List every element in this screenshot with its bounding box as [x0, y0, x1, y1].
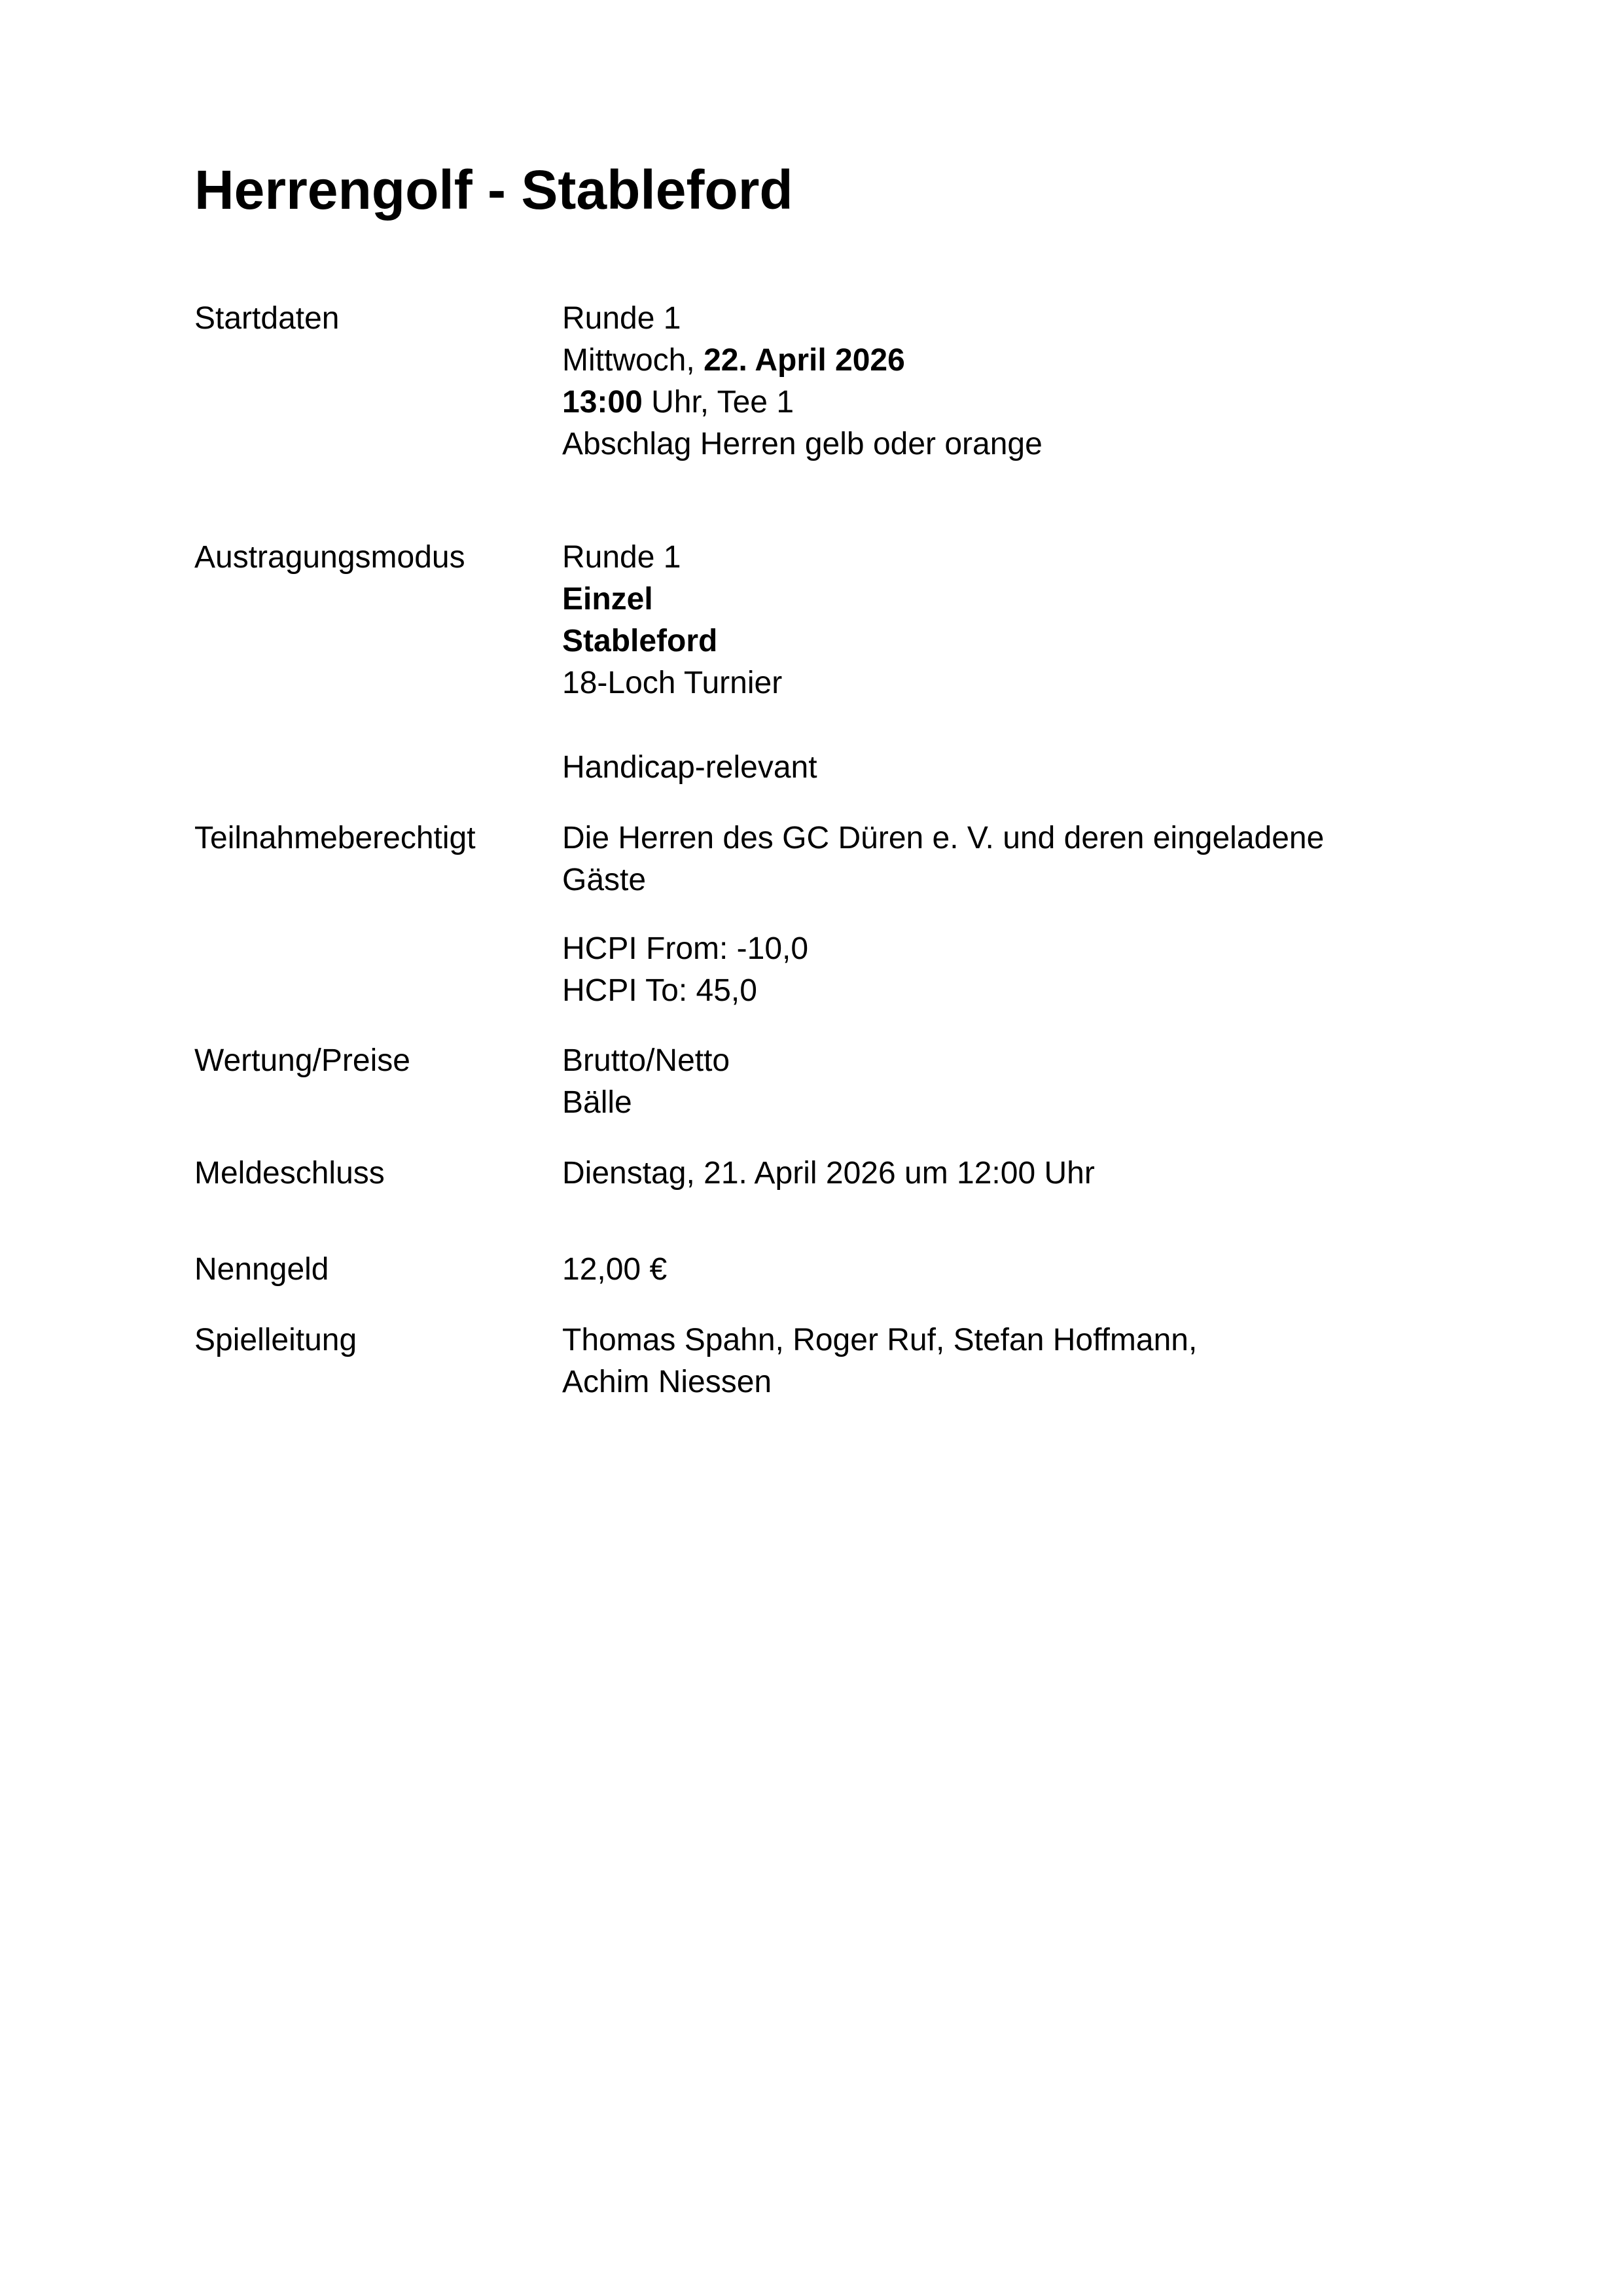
austragungsmodus-holes: 18-Loch Turnier [562, 666, 783, 700]
wertung-line2: Bälle [562, 1085, 632, 1120]
startdaten-time: 13:00 [562, 385, 643, 420]
teilnahme-line1: Die Herren des GC Düren e. V. und deren eingeladene [562, 821, 1325, 855]
startdaten-weekday: Mittwoch, [562, 343, 695, 378]
startdaten-date: 22. April 2026 [704, 343, 905, 378]
wertung-label: Wertung/Preise [194, 1043, 410, 1078]
meldeschluss-value: Dienstag, 21. April 2026 um 12:00 Uhr [562, 1156, 1095, 1191]
startdaten-round: Runde 1 [562, 301, 681, 336]
spielleitung-line1: Thomas Spahn, Roger Ruf, Stefan Hoffmann, [562, 1323, 1198, 1357]
austragungsmodus-label: Austragungsmodus [194, 540, 465, 575]
wertung-line1: Brutto/Netto [562, 1043, 730, 1078]
teilnahme-line2: Gäste [562, 863, 647, 897]
spielleitung-line2: Achim Niessen [562, 1365, 772, 1399]
startdaten-time-line [562, 382, 794, 423]
startdaten-tee-info: Abschlag Herren gelb oder orange [562, 427, 1043, 461]
startdaten-time-suffix: Uhr, [651, 385, 709, 420]
meldeschluss-label: Meldeschluss [194, 1156, 385, 1191]
austragungsmodus-format: Einzel [562, 582, 653, 617]
austragungsmodus-round: Runde 1 [562, 540, 681, 575]
nenngeld-value: 12,00 € [562, 1252, 668, 1287]
startdaten-label: Startdaten [194, 301, 340, 336]
startdaten-tee: Tee 1 [717, 385, 794, 420]
startdaten-date-line [562, 340, 905, 382]
page-title: Herrengolf - Stableford [194, 159, 793, 221]
teilnahme-hcpi-to: HCPI To: 45,0 [562, 973, 757, 1008]
austragungsmodus-handicap: Handicap-relevant [562, 750, 817, 785]
spielleitung-label: Spielleitung [194, 1323, 357, 1357]
austragungsmodus-scoring: Stableford [562, 624, 718, 658]
nenngeld-label: Nenngeld [194, 1252, 329, 1287]
teilnahme-hcpi-from: HCPI From: -10,0 [562, 931, 809, 966]
teilnahme-label: Teilnahmeberechtigt [194, 821, 476, 855]
